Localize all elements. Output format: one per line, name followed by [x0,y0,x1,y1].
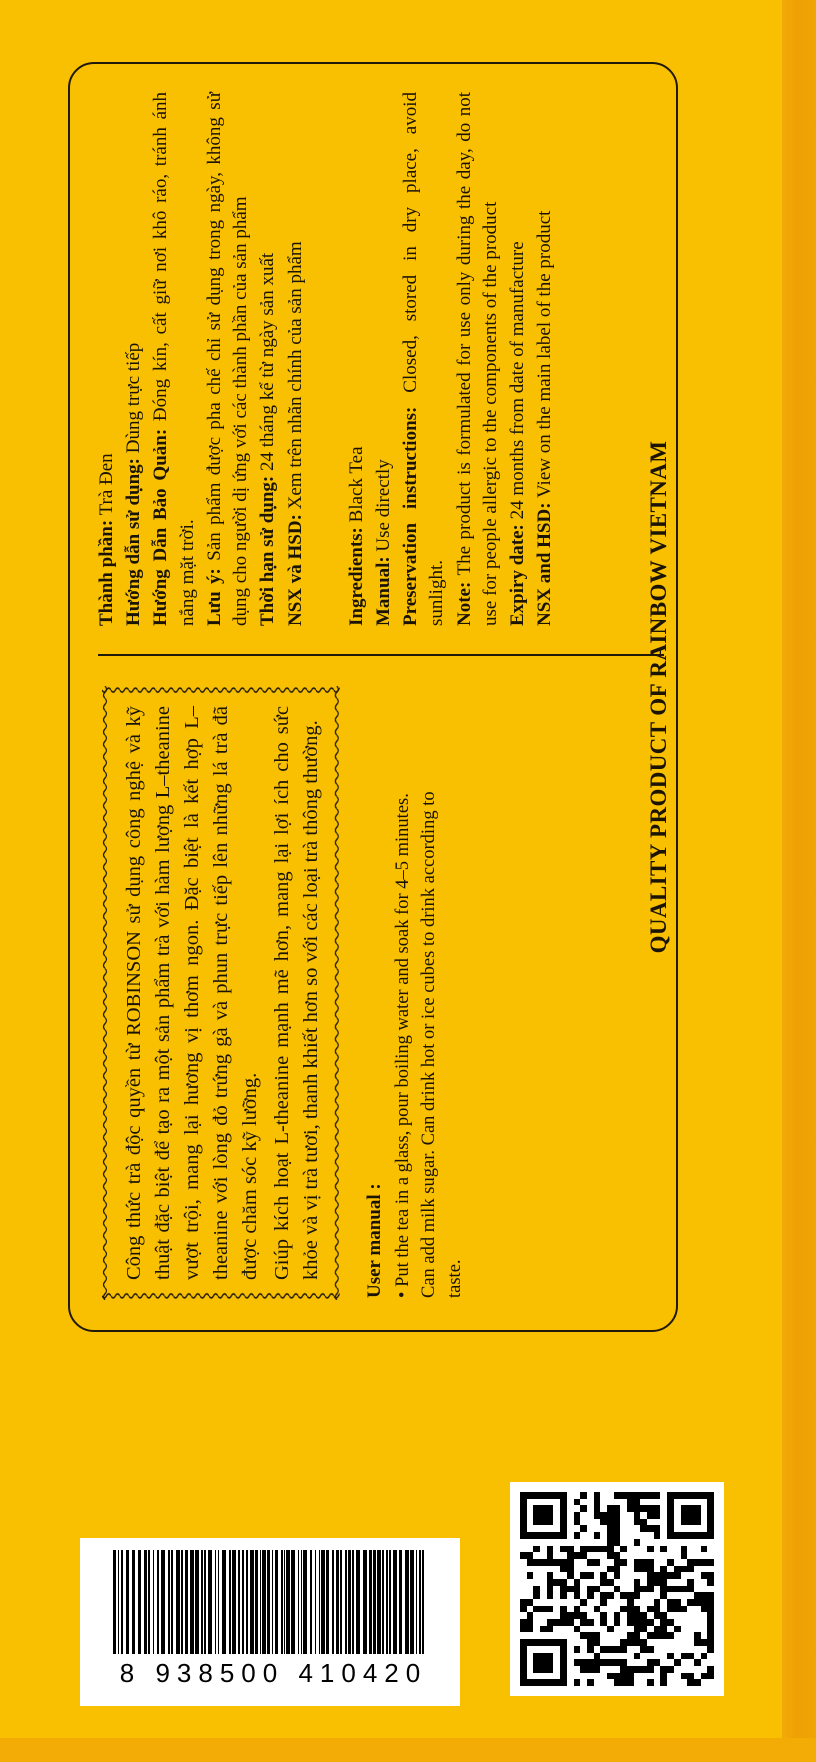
user-manual-block [364,684,469,1302]
info-row [255,92,281,626]
info-label: Thời hạn sử dụng: [257,475,279,626]
info-label: Ingredients: [345,527,367,626]
barcode-bars [113,1550,427,1654]
info-row [121,92,147,626]
description-paragraph-2: Giúp kích hoạt L-theanine mạnh mẽ hơn, mang lại lợi ích cho sức khỏe và vị trà tươi, thanh khiết hơn so với các loại trà thông thường. [270,706,322,1280]
info-value: View on the main label of the product [534,210,556,499]
info-label: Lưu ý: [203,568,225,626]
info-row [283,92,309,626]
info-value: Use directly [372,459,394,552]
info-row [94,92,120,626]
info-row [398,92,450,626]
info-row [371,92,397,626]
info-label: Preservation instructions: [400,406,422,626]
info-label: NSX và HSD: [284,514,306,626]
vertical-divider [98,654,664,656]
info-value: Dùng trực tiếp [123,342,145,454]
info-row [202,92,254,626]
product-info-vietnamese [94,92,310,626]
user-manual-title: User manual : [363,1183,385,1298]
info-value: Sản phẩm được pha chế chỉ sử dụng trong ngày, không sử dụng cho người dị ứng với các thành phần của sản phẩm [203,92,252,626]
background-bottom-band [0,1738,816,1762]
description-wavy-box [100,684,342,1302]
info-label: NSX and HSD: [534,502,556,626]
description-paragraph-1: Công thức trà độc quyền từ ROBINSON sử dụng công nghệ và kỹ thuật đặc biệt để tạo ra một sản phẩm trà với hàm lượng L–theanine vượt trội, mang lại hương vị thơm ngon. Đặc biệt là kết hợp L–theanine với lòng đỏ trứng gà và phun trực tiếp lên những lá trà đã được chăm sóc kỹ lưỡng. [123,706,262,1280]
user-manual-line-2: Can add milk sugar. Can drink hot or ice cubes to drink according to taste. [419,791,466,1298]
info-value: 24 tháng kể từ ngày sản xuất [257,252,279,471]
info-value: Black Tea [345,446,367,523]
info-row [532,92,558,626]
info-row [344,92,370,626]
info-value: The product is formulated for use only during the day, do not use for people allergic to the components of the product [453,92,501,626]
qr-code-matrix [520,1492,714,1686]
info-row [148,92,200,626]
info-label: Manual: [372,556,394,626]
info-value: Xem trên nhãn chính của sản phẩm [284,241,306,510]
info-row [452,92,504,626]
info-spacer [324,92,344,626]
user-manual-line-1: • Put the tea in a glass, pour boiling water and soak for 4–5 minutes. [392,793,413,1298]
info-value: Đóng kín, cất giữ nơi khô ráo, tránh ánh nắng mặt trời. [150,91,198,626]
info-value: Trà Đen [96,453,117,516]
info-label: Note: [453,581,475,626]
description-column [94,666,668,1302]
product-info-english [344,92,560,626]
qr-code[interactable] [510,1482,724,1696]
quality-banner: QUALITY PRODUCT OF RAINBOW VIETNAM [646,440,671,954]
info-label: Hướng dẫn sử dụng: [123,458,145,626]
info-value: Closed, stored in dry place, avoid sunlight. [400,92,448,626]
info-value: 24 months from date of manufacture [507,241,529,520]
info-label: Thành phần: [96,519,117,626]
rotated-label-content-layer [68,62,678,1332]
product-info-column [94,92,668,630]
barcode [80,1538,460,1706]
barcode-digits: 8 938500 410420 [119,1658,428,1688]
info-label: Expiry date: [507,524,529,626]
background-right-gradient-band [782,0,816,1762]
info-label: Hướng Dẫn Bảo Quản: [150,428,172,626]
info-row [505,92,531,626]
